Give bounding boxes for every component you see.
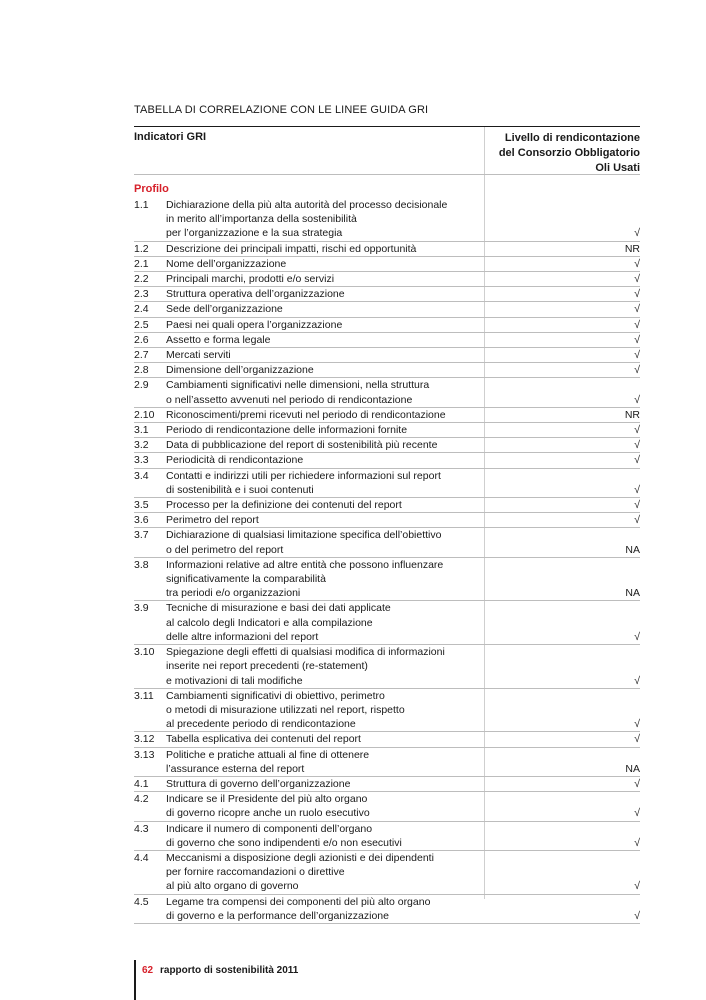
table-row [134, 198, 640, 242]
indicator-description [166, 792, 484, 820]
indicator-description-line: Dimensione dell’organizzazione [166, 364, 314, 377]
indicator-number: 4.2 [134, 793, 149, 806]
indicator-description-line: tra periodi e/o organizzazioni [166, 587, 301, 600]
header-reporting-level-line: del Consorzio Obbligatorio [498, 147, 640, 159]
reporting-level-value: √ [634, 303, 640, 316]
indicator-description-line: per l’organizzazione e la sua strategia [166, 227, 343, 240]
indicator-number: 2.10 [134, 408, 155, 421]
reporting-level-value: √ [634, 439, 640, 452]
indicator-description [166, 777, 484, 791]
indicator-description-line: inserite nei report precedenti (re-statement) [166, 660, 368, 673]
indicator-description [166, 198, 484, 241]
indicator-description-line: al precedente periodo di rendicontazione [166, 718, 356, 731]
indicator-description-line: al calcolo degli Indicatori e alla compilazione [166, 616, 373, 629]
indicator-description-line: Politiche e pratiche attuali al fine di ottenere [166, 748, 370, 761]
table-row [134, 363, 640, 378]
indicator-description [166, 318, 484, 332]
indicator-description-line: Dichiarazione di qualsiasi limitazione specifica dell’obiettivo [166, 529, 442, 542]
reporting-level-value: √ [634, 318, 640, 331]
indicator-number: 1.2 [134, 242, 149, 255]
indicator-description-line: Tecniche di misurazione e basi dei dati applicate [166, 602, 391, 615]
indicator-number: 3.11 [134, 689, 154, 702]
indicator-description-line: Contatti e indirizzi utili per richiedere informazioni sul report [166, 469, 441, 482]
reporting-level-value: √ [634, 227, 640, 240]
table-row [134, 528, 640, 557]
reporting-level-value: NR [624, 242, 640, 255]
table-row [134, 438, 640, 453]
reporting-level-value: √ [634, 257, 640, 270]
indicator-description-line: Legame tra compensi dei componenti del più alto organo [166, 895, 431, 908]
indicator-description [166, 242, 484, 256]
table-row [134, 732, 640, 747]
table-row [134, 601, 640, 645]
page-footer [134, 960, 434, 1000]
indicator-description [166, 423, 484, 437]
indicator-description-line: Data di pubblicazione del report di sostenibilità più recente [166, 439, 438, 452]
indicator-number: 3.12 [134, 733, 155, 746]
table-row [134, 408, 640, 423]
indicator-number: 3.3 [134, 454, 149, 467]
indicator-description [166, 498, 484, 512]
table-header [134, 127, 640, 175]
indicator-number: 2.2 [134, 273, 149, 286]
table-row [134, 689, 640, 733]
indicator-description-line: di governo ricopre anche un ruolo esecutivo [166, 807, 370, 820]
indicator-description-line: significativamente la comparabilità [166, 573, 326, 586]
indicator-description [166, 513, 484, 527]
table-row [134, 348, 640, 363]
indicator-number: 3.8 [134, 558, 149, 571]
reporting-level-value: √ [634, 349, 640, 362]
indicator-description [166, 851, 484, 894]
indicator-description-line: in merito all’importanza della sostenibilità [166, 213, 357, 226]
header-reporting-level-line: Oli Usati [595, 162, 640, 174]
indicator-number: 3.2 [134, 439, 149, 452]
footer-bar [134, 960, 136, 1000]
indicator-description-line: Informazioni relative ad altre entità che possono influenzare [166, 558, 444, 571]
reporting-level-value: NA [625, 543, 640, 556]
reporting-level-value: √ [634, 288, 640, 301]
table-row [134, 777, 640, 792]
indicator-description [166, 408, 484, 422]
table-row [134, 513, 640, 528]
indicator-number: 3.9 [134, 602, 149, 615]
reporting-level-value: √ [634, 733, 640, 746]
reporting-level-value: √ [634, 836, 640, 849]
table-row [134, 242, 640, 257]
indicator-description [166, 453, 484, 467]
indicator-description-line: l’assurance esterna del report [166, 762, 305, 775]
indicator-number: 3.13 [134, 748, 155, 761]
indicator-description [166, 601, 484, 644]
indicator-number: 3.5 [134, 499, 149, 512]
reporting-level-value: √ [634, 393, 640, 406]
indicator-description [166, 378, 484, 406]
header-indicators: Indicatori GRI [134, 131, 207, 143]
indicator-number: 2.3 [134, 288, 149, 301]
table-row [134, 318, 640, 333]
indicator-description-line: di governo che sono indipendenti e/o non esecutivi [166, 836, 402, 849]
indicator-description [166, 333, 484, 347]
reporting-level-value: √ [634, 909, 640, 922]
footer-publication-title: rapporto di sostenibilità 2011 [160, 965, 299, 976]
indicator-number: 4.4 [134, 851, 149, 864]
page-number: 62 [142, 965, 154, 976]
table-row [134, 792, 640, 821]
reporting-level-value: √ [634, 424, 640, 437]
reporting-level-value: √ [634, 718, 640, 731]
indicator-description-line: Sede dell’organizzazione [166, 303, 283, 316]
header-reporting-level-line: Livello di rendicontazione [504, 132, 640, 144]
reporting-level-value: √ [634, 483, 640, 496]
table-row [134, 302, 640, 317]
indicator-description-line: Indicare il numero di componenti dell’organo [166, 822, 373, 835]
reporting-level-value: √ [634, 273, 640, 286]
indicator-description [166, 528, 484, 556]
table-row [134, 645, 640, 689]
indicator-description-line: per fornire raccomandazioni o direttive [166, 866, 345, 879]
indicator-number: 2.1 [134, 257, 149, 270]
indicator-number: 3.1 [134, 424, 149, 437]
indicator-number: 3.6 [134, 514, 149, 527]
table-row [134, 822, 640, 851]
indicator-number: 2.4 [134, 303, 149, 316]
indicator-description-line: Dichiarazione della più alta autorità del processo decisionale [166, 199, 448, 211]
indicator-description-line: di governo e la performance dell’organizzazione [166, 909, 389, 922]
reporting-level-value: √ [634, 674, 640, 687]
indicator-description-line: e motivazioni di tali modifiche [166, 674, 303, 687]
indicator-number: 3.4 [134, 469, 149, 482]
indicator-number: 2.8 [134, 364, 149, 377]
indicator-description-line: Processo per la definizione dei contenuti del report [166, 499, 402, 512]
header-reporting-level [470, 131, 640, 176]
indicator-description-line: Spiegazione degli effetti di qualsiasi modifica di informazioni [166, 646, 445, 659]
indicator-description [166, 272, 484, 286]
indicator-description [166, 348, 484, 362]
reporting-level-value: √ [634, 333, 640, 346]
indicator-number: 2.7 [134, 349, 149, 362]
indicator-number: 2.5 [134, 318, 149, 331]
table-row [134, 453, 640, 468]
indicator-description [166, 645, 484, 688]
indicator-description [166, 748, 484, 776]
indicator-description-line: Perimetro del report [166, 514, 259, 527]
indicator-description-line: Struttura di governo dell’organizzazione [166, 777, 351, 790]
indicator-description [166, 287, 484, 301]
indicator-description [166, 732, 484, 746]
indicator-description-line: Cambiamenti significativi nelle dimensioni, nella struttura [166, 379, 430, 392]
reporting-level-value: √ [634, 630, 640, 643]
table-row [134, 748, 640, 777]
indicator-number: 3.7 [134, 529, 149, 542]
table-body [134, 182, 640, 924]
indicator-description-line: Assetto e forma legale [166, 333, 271, 346]
indicator-number: 4.1 [134, 777, 149, 790]
reporting-level-value: NR [624, 408, 640, 421]
reporting-level-value: NA [625, 587, 640, 600]
indicator-description-line: Indicare se il Presidente del più alto organo [166, 793, 368, 806]
indicator-description-line: di sostenibilità e i suoi contenuti [166, 483, 314, 496]
indicator-description [166, 558, 484, 601]
indicator-description [166, 363, 484, 377]
table-row [134, 851, 640, 895]
indicator-description-line: Mercati serviti [166, 349, 231, 362]
indicator-number: 4.3 [134, 822, 149, 835]
reporting-level-value: √ [634, 880, 640, 893]
indicator-number: 2.9 [134, 379, 149, 392]
indicator-description [166, 257, 484, 271]
indicator-description-line: Descrizione dei principali impatti, rischi ed opportunità [166, 242, 417, 255]
table-row [134, 333, 640, 348]
table-row [134, 498, 640, 513]
indicator-description-line: o del perimetro del report [166, 543, 284, 556]
indicator-description-line: o metodi di misurazione utilizzati nel report, rispetto [166, 703, 405, 716]
reporting-level-value: √ [634, 499, 640, 512]
reporting-level-value: √ [634, 777, 640, 790]
indicator-description-line: Paesi nei quali opera l’organizzazione [166, 318, 343, 331]
table-row [134, 469, 640, 498]
table-row [134, 558, 640, 602]
reporting-level-value: √ [634, 454, 640, 467]
indicator-description-line: al più alto organo di governo [166, 880, 299, 893]
indicator-description [166, 689, 484, 732]
indicator-number: 3.10 [134, 646, 155, 659]
section-label-profilo: Profilo [134, 183, 169, 195]
indicator-description-line: Struttura operativa dell’organizzazione [166, 288, 345, 301]
indicator-description-line: Tabella esplicativa dei contenuti del report [166, 733, 361, 746]
table-row [134, 287, 640, 302]
reporting-level-value: √ [634, 514, 640, 527]
table-row [134, 895, 640, 924]
reporting-level-value: √ [634, 364, 640, 377]
indicator-number: 1.1 [134, 199, 149, 211]
indicator-description [166, 895, 484, 923]
table-row [134, 272, 640, 287]
reporting-level-value: NA [625, 762, 640, 775]
indicator-description [166, 438, 484, 452]
reporting-level-value: √ [634, 807, 640, 820]
indicator-number: 4.5 [134, 895, 149, 908]
indicator-description-line: Periodo di rendicontazione delle informazioni fornite [166, 424, 408, 437]
indicator-description [166, 302, 484, 316]
indicator-description-line: o nell’assetto avvenuti nel periodo di rendicontazione [166, 393, 413, 406]
table-row [134, 423, 640, 438]
indicator-description [166, 822, 484, 850]
indicator-description-line: delle altre informazioni del report [166, 630, 319, 643]
indicator-description-line: Riconoscimenti/premi ricevuti nel periodo di rendicontazione [166, 408, 446, 421]
page-title: TABELLA DI CORRELAZIONE CON LE LINEE GUIDA GRI [134, 104, 429, 116]
indicator-description-line: Cambiamenti significativi di obiettivo, perimetro [166, 689, 385, 702]
indicator-number: 2.6 [134, 333, 149, 346]
indicator-description-line: Principali marchi, prodotti e/o servizi [166, 273, 335, 286]
table-row [134, 257, 640, 272]
indicator-description-line: Periodicità di rendicontazione [166, 454, 304, 467]
indicator-description [166, 469, 484, 497]
indicator-description-line: Nome dell’organizzazione [166, 257, 287, 270]
indicator-description-line: Meccanismi a disposizione degli azionisti e dei dipendenti [166, 851, 434, 864]
table-row [134, 378, 640, 407]
